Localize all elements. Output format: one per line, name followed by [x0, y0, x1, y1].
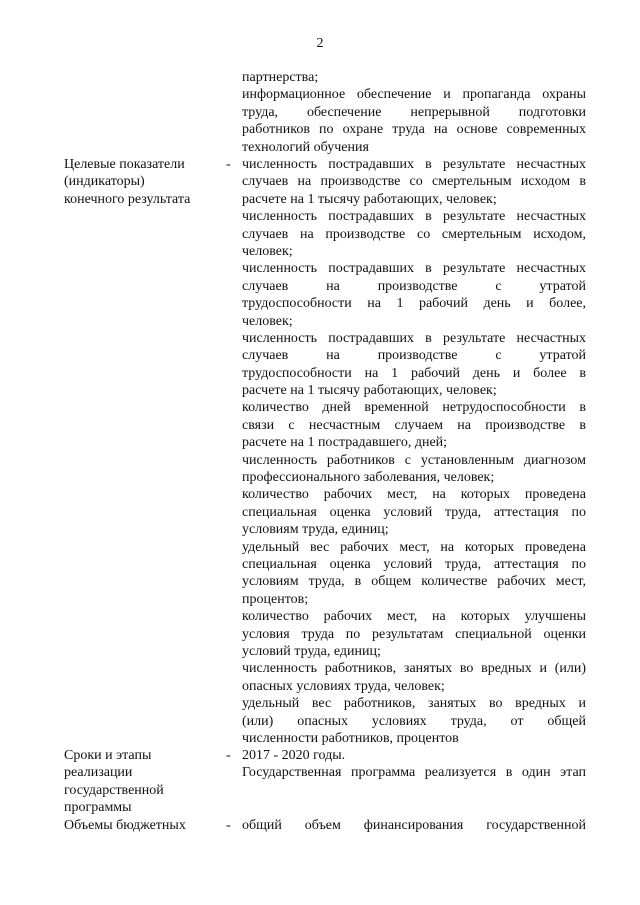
row-content [242, 747, 586, 782]
text-line: случаев на производстве со смертельным исходом, [242, 226, 586, 242]
row-label [64, 747, 214, 817]
text-line: партнерства; [242, 70, 319, 85]
text-line: трудоспособности на 1 рабочий день и более, [242, 296, 586, 312]
text-line: численность пострадавших в результате несчастных [242, 209, 586, 225]
text-line: численность пострадавших в результате несчастных [242, 330, 586, 346]
text-line: расчете на 1 тысячу работающих, человек; [242, 383, 497, 399]
row-label [64, 817, 214, 834]
text-line: (или) опасных условиях труда, от общей [242, 713, 586, 729]
text-line: численность работников, занятых во вредных и (или) [242, 661, 586, 677]
text-line: условий труда, единиц; [242, 643, 381, 659]
label-line: конечного результата [64, 191, 191, 207]
intro-text [242, 69, 586, 156]
text-line: процентов; [242, 591, 309, 607]
label-line: Объемы бюджетных [64, 818, 186, 833]
page-number: 2 [316, 36, 324, 51]
text-line: количество рабочих мест, на которых улучшены [242, 609, 586, 625]
row-label [64, 156, 214, 208]
text-line: человек; [242, 313, 293, 329]
row-dash: - [226, 818, 231, 833]
label-line: государственной [64, 782, 164, 798]
text-line: опасных условиях труда, человек; [242, 678, 445, 694]
row-dash: - [226, 157, 231, 172]
text-line: работников по охране труда на основе современных [242, 122, 586, 138]
text-line: случаев на производстве с утратой [242, 348, 586, 364]
text-line: численность работников с установленным диагнозом [242, 452, 586, 468]
text-line: 2017 - 2020 годы. [242, 748, 346, 763]
text-line: количество рабочих мест, на которых проведена [242, 487, 586, 503]
text-line: специальная оценка условий труда, аттестация по [242, 556, 586, 572]
label-line: Сроки и этапы [64, 748, 152, 763]
label-line: (индикаторы) [64, 174, 145, 190]
text-line: условиям труда, в общем количестве рабочих мест, [242, 574, 586, 590]
label-line: Целевые показатели [64, 157, 185, 172]
text-line: случаев на производстве с утратой [242, 278, 586, 294]
row-content [242, 156, 586, 747]
text-line: количество дней временной нетрудоспособности в [242, 400, 586, 416]
text-line: Государственная программа реализуется в один этап [242, 765, 586, 781]
text-line: профессионального заболевания, человек; [242, 470, 495, 486]
text-line: численности работников, процентов [242, 730, 459, 746]
row-content [242, 817, 586, 834]
text-line: расчете на 1 пострадавшего, дней; [242, 435, 448, 451]
text-line: случаев на производстве со смертельным исходом в [242, 174, 586, 190]
text-line: технологий обучения [242, 139, 369, 155]
text-line: информационное обеспечение и пропаганда охраны [242, 87, 586, 103]
text-line: труда, обеспечение непрерывной подготовки [242, 104, 586, 120]
label-line: программы [64, 800, 132, 816]
text-line: условия труда по результатам специальной оценки [242, 626, 586, 642]
text-line: удельный вес рабочих мест, на которых проведена [242, 539, 586, 555]
text-line: расчете на 1 тысячу работающих, человек; [242, 191, 497, 207]
row-dash: - [226, 748, 231, 763]
label-line: реализации [64, 765, 133, 781]
text-line: человек; [242, 243, 293, 259]
text-line: специальная оценка условий труда, аттестация по [242, 504, 586, 520]
text-line: численность пострадавших в результате несчастных [242, 261, 586, 277]
text-line: трудоспособности на 1 рабочий день и более в [242, 365, 586, 381]
text-line: условиям труда, единиц; [242, 522, 389, 538]
text-line: удельный вес работников, занятых во вредных и [242, 696, 586, 712]
text-line: общий объем финансирования государственной [242, 818, 586, 833]
text-line: связи с несчастным случаем на производстве в [242, 417, 586, 433]
text-line: численность пострадавших в результате несчастных [242, 157, 586, 172]
